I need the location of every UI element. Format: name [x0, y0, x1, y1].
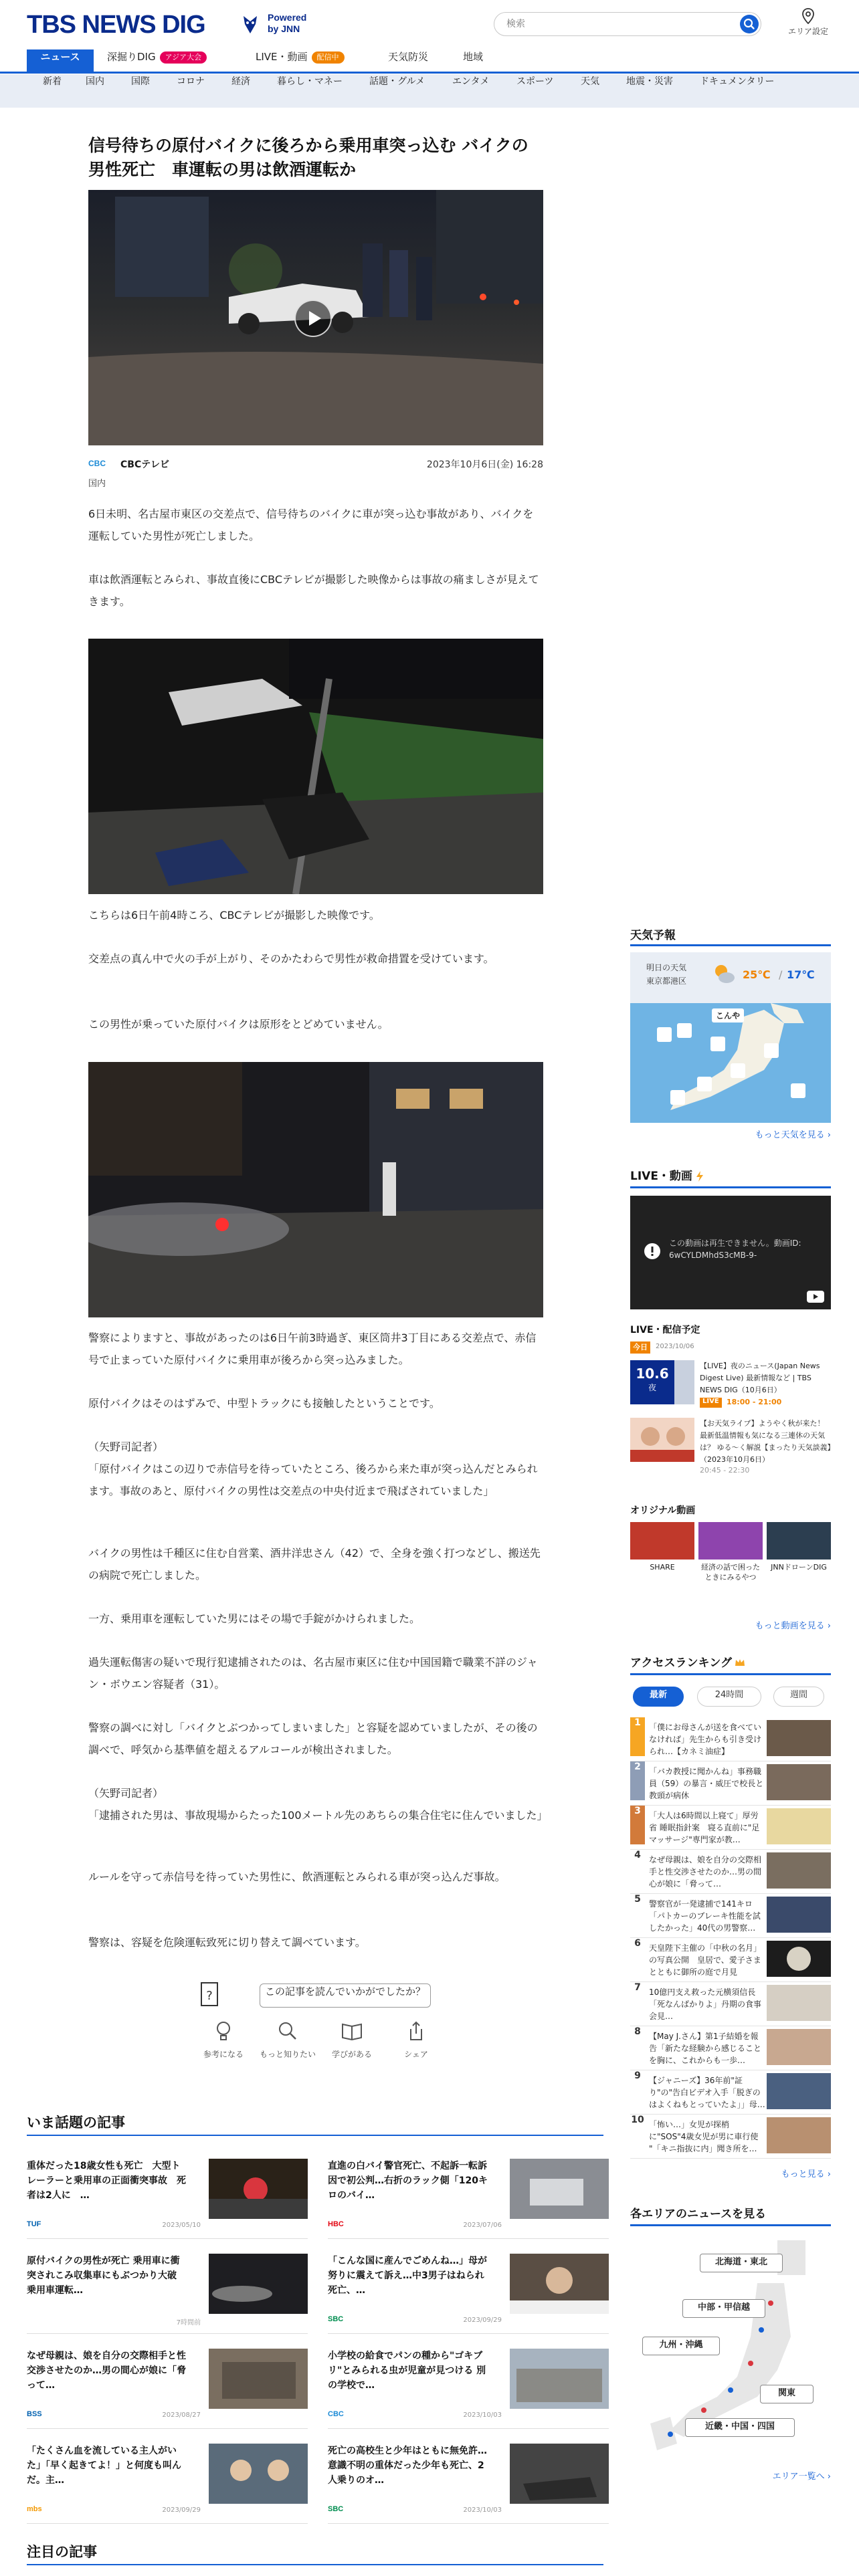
- article-date: 2023年10月6日(金) 16:28: [426, 459, 543, 470]
- ranking-tab-24h[interactable]: 24時間: [697, 1687, 761, 1707]
- original-thumb: [698, 1522, 763, 1560]
- share-button[interactable]: [384, 2020, 448, 2060]
- feedback-question: この記事を読んでいかがでしたか？: [260, 1983, 431, 2008]
- weather-low: 17℃: [787, 968, 815, 981]
- rank-number: 2: [630, 1761, 645, 1800]
- subnav-economy[interactable]: 経済: [231, 76, 250, 87]
- rank-title: 【ジャニーズ】36年前"証り"の"告白ビデオ入手「脱ぎのはよくねもとっていたよ」」母…: [649, 2076, 765, 2109]
- crown-icon: [735, 1658, 745, 1667]
- trending-card[interactable]: [27, 2444, 308, 2524]
- error-icon: [644, 1243, 661, 1260]
- card-title: 直進の白バイ警官死亡、不起訴一転訴因で初公判…右折のラック側「120キロのバイ…: [328, 2161, 488, 2201]
- area-list-link[interactable]: エリア一覧へ ›: [772, 2472, 831, 2482]
- subnav-sports[interactable]: スポーツ: [516, 76, 554, 87]
- subnav-international[interactable]: 国際: [131, 76, 150, 87]
- site-logo[interactable]: TBS NEWS DIG: [27, 11, 205, 39]
- article-paragraph: 一方、乗用車を運転していた男にはその場で手錠がかけられました。: [88, 1612, 421, 1625]
- lightbulb-icon: [212, 2020, 235, 2042]
- partly-cloudy-icon: [710, 962, 737, 986]
- ranking-item[interactable]: [630, 1894, 831, 1938]
- schedule-thumb: [674, 1360, 694, 1404]
- weather-map[interactable]: [630, 1003, 831, 1123]
- card-source: HBC: [328, 2220, 344, 2228]
- article-paragraph: 警察の調べに対し「バイクとぶつかってしまいました」と容疑を認めていましたが、その後の調べで、呼気から基準値を超えるアルコールが検出されました。: [88, 1721, 538, 1756]
- rank-number: 4: [634, 1850, 641, 1860]
- article-paragraph: 過失運転傷害の疑いで現行犯逮捕されたのは、名古屋市東区に住む中国国籍で職業不詳のジャン・ボウエン容疑者（31）。: [88, 1656, 538, 1691]
- card-date: 2023/08/27: [162, 2411, 201, 2419]
- article-paragraph: 交差点の真ん中で火の手が上がり、そのかたわらで男性が救命措置を受けています。: [88, 952, 494, 965]
- schedule-thumb: [630, 1418, 694, 1462]
- primary-nav: [0, 49, 859, 74]
- nav-deep-dig[interactable]: [107, 49, 207, 74]
- original-videos-title: オリジナル動画: [630, 1505, 696, 1516]
- rank-title: 【May J.さん】第1子結婚を報告「新たな経験から感じることを胸に、これからも一歩…: [649, 2032, 762, 2065]
- ranking-title: [630, 1653, 745, 1670]
- rank-title: 「怖い…」女児が探梢に"SOS"4歳女児が男に車行使 "「キニ指抜に内」聞き所を…: [649, 2120, 759, 2153]
- book-icon: [341, 2020, 363, 2042]
- ranking-item[interactable]: [630, 1717, 831, 1761]
- card-title: 小学校の給食でパンの種から"ゴキブリ"とみられる虫が児童が見つける 別の学校で…: [328, 2351, 486, 2391]
- original-video-card[interactable]: [767, 1522, 831, 1572]
- card-source: CBC: [328, 2410, 344, 2418]
- original-label: SHARE: [650, 1563, 675, 1572]
- site-header: [0, 0, 859, 51]
- sidebar-divider: [630, 2224, 831, 2226]
- schedule-item[interactable]: [630, 1418, 831, 1474]
- area-list-label: エリア一覧へ: [772, 2472, 825, 2482]
- ranking-more-label: もっと見る: [781, 2169, 825, 2179]
- schedule-date: 10.6: [636, 1366, 669, 1382]
- original-label: 経済の話で困ったときにみるやつ: [701, 1563, 760, 1582]
- trending-card[interactable]: [27, 2349, 308, 2429]
- sidebar-divider: [630, 1186, 831, 1188]
- search-icon: [740, 15, 759, 33]
- areas-title: 各エリアのニュースを見る: [630, 2208, 767, 2221]
- rank-title: 「バカ教授に聞かんね」事務職員（59）の暴言・威圧で校長と教頭が病休: [649, 1767, 764, 1800]
- section-divider: [27, 2135, 603, 2136]
- rank-title: 「大人は6時間以上寝て」厚労省 睡眠指針案 寝る直前に"足マッサージ"専門家が教…: [649, 1811, 760, 1844]
- share-icon: [405, 2020, 427, 2042]
- nav-live-label: LIVE・動画: [256, 51, 308, 63]
- area-button-hokkaido-tohoku[interactable]: 北海道・東北: [700, 2254, 783, 2272]
- secondary-nav: [0, 74, 859, 108]
- card-thumbnail: [510, 2254, 609, 2314]
- rank-thumb: [767, 1985, 831, 2021]
- card-source: SBC: [328, 2315, 344, 2323]
- live-schedule-title: LIVE・配信予定: [630, 1325, 700, 1335]
- area-setting-button[interactable]: [788, 8, 828, 37]
- article-paragraph: ルールを守って赤信号を待っていた男性に、飲酒運転とみられる車が突っ込んだ事故。: [88, 1870, 506, 1883]
- rank-thumb: [767, 1808, 831, 1844]
- card-title: 重体だった18歳女性も死亡 大型トレーラーと乗用車の正面衝突事故 死者は2人に …: [27, 2161, 186, 2201]
- card-thumbnail: [209, 2444, 308, 2504]
- weather-high: 25℃: [743, 968, 771, 981]
- schedule-title: 【お天気ライブ】ようやく秋が来た！ 最新低温情報も気になる三連休の天気は？ ゆる〜く解説【まったり天気談義】（2023年10月6日）: [700, 1419, 831, 1464]
- play-icon: [296, 301, 330, 336]
- trending-card[interactable]: [27, 2159, 308, 2239]
- subnav-domestic[interactable]: 国内: [86, 76, 104, 87]
- rank-thumb: [767, 1852, 831, 1889]
- subnav-lifestyle[interactable]: 暮らし・マネー: [277, 76, 343, 87]
- card-title: 原付バイクの男性が死亡 乗用車に衝突されこみ収集車にもぶつかり大破 乗用車運転…: [27, 2256, 186, 2296]
- rank-number: 6: [634, 1938, 641, 1949]
- rank-thumb: [767, 2029, 831, 2065]
- original-video-card[interactable]: [630, 1522, 694, 1572]
- reaction-label: 参考になる: [203, 2050, 244, 2059]
- rank-thumb: [767, 1897, 831, 1933]
- card-thumbnail: [209, 2349, 308, 2409]
- live-video-player[interactable]: [630, 1196, 831, 1309]
- search-button[interactable]: [740, 15, 759, 33]
- card-date: 2023/09/29: [463, 2317, 502, 2324]
- rank-title: 10億円支え救った元横須信長「死なんばかりよ」丹期の食事会見…: [649, 1988, 762, 2021]
- card-thumbnail: [510, 2159, 609, 2219]
- rank-number: 7: [634, 1982, 641, 1993]
- nav-deep-dig-label: 深掘りDIG: [107, 51, 156, 63]
- live-title-label: LIVE・動画: [630, 1170, 692, 1183]
- trending-card[interactable]: [27, 2254, 308, 2334]
- original-label: JNNドローンDIG: [771, 1563, 827, 1572]
- card-source: mbs: [27, 2505, 42, 2513]
- search-input[interactable]: [506, 17, 721, 31]
- sidebar-divider: [630, 1673, 831, 1675]
- trending-card[interactable]: [328, 2254, 609, 2334]
- live-badge: LIVE: [700, 1398, 722, 1408]
- schedule-time: 18:00 - 21:00: [727, 1398, 782, 1406]
- reaction-learn[interactable]: [320, 2020, 384, 2060]
- article-paragraph: 警察によりますと、事故があったのは6日午前3時過ぎ、東区筒井3丁目にある交差点で、赤信号で止まっていた原付バイクに乗用車が後ろから突っ込みました。: [88, 1331, 537, 1366]
- weather-title: 天気予報: [630, 929, 676, 942]
- video-more-link[interactable]: もっと動画を見る ›: [755, 1621, 831, 1631]
- article-paragraph: この男性が乗っていた原付バイクは原形をとどめていません。: [88, 1018, 389, 1031]
- card-title: 「たくさん血を流している主人がいた」「早く起きてよ！」と何度も叫んだ。主…: [27, 2446, 181, 2486]
- ranking-item[interactable]: [630, 1982, 831, 2026]
- area-button-kyushu-okinawa[interactable]: 九州・沖縄: [642, 2337, 720, 2355]
- card-date: 2023/10/03: [463, 2411, 502, 2419]
- reaction-helpful[interactable]: [191, 2020, 256, 2060]
- rank-thumb: [767, 1764, 831, 1800]
- article-paragraph: （矢野司記者） 「逮捕された男は、事故現場からたった100メートル先のあちらの集合住宅に住んでいました」: [88, 1787, 548, 1822]
- ranking-item[interactable]: [630, 1761, 831, 1806]
- rank-thumb: [767, 1720, 831, 1756]
- magnifier-icon: [276, 2020, 299, 2042]
- subnav-entertainment[interactable]: エンタメ: [452, 76, 490, 87]
- mascot-icon: [241, 15, 260, 35]
- nav-region-label: 地域: [463, 51, 484, 63]
- reaction-label: シェア: [404, 2050, 428, 2059]
- card-source: SBC: [328, 2505, 344, 2513]
- nav-weather-label: 天気防災: [388, 51, 429, 63]
- video-more-label: もっと動画を見る: [755, 1621, 825, 1631]
- card-source: BSS: [27, 2410, 42, 2418]
- article-paragraph: 警察は、容疑を危険運転致死に切り替えて調べています。: [88, 1936, 366, 1949]
- trending-card[interactable]: [328, 2349, 609, 2429]
- schedule-date-block: [630, 1360, 674, 1404]
- ranking-title-label: アクセスランキング: [630, 1656, 732, 1670]
- rank-number: 5: [634, 1894, 641, 1905]
- trending-title: いま話題の記事: [27, 2115, 125, 2131]
- sidebar-divider: [630, 944, 831, 946]
- original-thumb: [767, 1522, 831, 1560]
- article-paragraph: 原付バイクはそのはずみで、中型トラックにも接触したということです。: [88, 1397, 440, 1410]
- card-date: 7時間前: [176, 2319, 201, 2327]
- ranking-tab-weekly[interactable]: 週間: [773, 1687, 824, 1707]
- ranking-more-link[interactable]: もっと見る ›: [781, 2169, 831, 2179]
- source-logo: CBC: [88, 459, 106, 468]
- today-badge: 今日: [630, 1341, 650, 1354]
- schedule-item[interactable]: [630, 1360, 831, 1410]
- card-date: 2023/10/03: [463, 2506, 502, 2514]
- weather-map-title: こんや: [712, 1008, 744, 1023]
- card-thumbnail: [209, 2254, 308, 2314]
- card-thumbnail: [209, 2159, 308, 2219]
- reaction-more[interactable]: [256, 2020, 320, 2060]
- area-button-kanto[interactable]: 関東: [760, 2385, 814, 2403]
- ranking-item[interactable]: [630, 1806, 831, 1850]
- card-source: TUF: [27, 2220, 41, 2228]
- nav-region[interactable]: [463, 49, 483, 74]
- nav-live[interactable]: [256, 49, 345, 74]
- ranking-item[interactable]: [630, 2115, 831, 2159]
- card-date: 2023/05/10: [162, 2222, 201, 2229]
- ranking-tab-latest[interactable]: 最新: [633, 1687, 684, 1707]
- location-pin-icon: [801, 8, 815, 24]
- rank-number: 3: [630, 1806, 645, 1844]
- rank-thumb: [767, 1941, 831, 1977]
- area-setting-label: エリア設定: [788, 27, 829, 36]
- rank-number: 8: [634, 2026, 641, 2037]
- reaction-label: 学びがある: [331, 2050, 372, 2059]
- lightning-icon: [695, 1171, 704, 1182]
- today-date: 2023/10/06: [656, 1343, 694, 1350]
- rank-number: 10: [631, 2115, 644, 2125]
- article-paragraph: 6日未明、名古屋市東区の交差点で、信号待ちのバイクに車が突っ込む事故があり、バイクを運転していた男性が死亡しました。: [88, 508, 534, 542]
- weather-label-tomorrow: 明日の天気: [646, 963, 687, 972]
- subnav-weather[interactable]: 天気: [581, 76, 599, 87]
- weather-widget[interactable]: 明日の天気 東京都港区 25℃ / 17℃ こんや: [630, 952, 831, 1123]
- article-paragraph: （矢野司記者） 「原付バイクはこの辺りで赤信号を待っていたところ、後ろから来た車が突っ込んだとみられます。事故のあと、原付バイクの男性は交差点の中央付近まで飛ばされていました」: [88, 1440, 538, 1497]
- powered-by: Powered by JNN: [268, 12, 307, 34]
- card-title: 「こんな国に産んでごめんね…」母が努りに震えて訴え…中3男子はねられ死亡、…: [328, 2256, 487, 2296]
- rank-number: 1: [630, 1717, 645, 1756]
- question-doc-icon: [199, 1981, 219, 2008]
- article-paragraph: こちらは6日午前4時ころ、CBCテレビが撮影した映像です。: [88, 909, 380, 922]
- weather-more-link[interactable]: もっと天気を見る ›: [755, 1130, 831, 1140]
- original-video-card[interactable]: [698, 1522, 763, 1582]
- rank-title: 「僕にお母さんが送を食べていなければ」先生からも引き受けられ…【カネミ油症】: [649, 1723, 762, 1756]
- svg-text:?: ?: [206, 1989, 213, 2003]
- ranking-item[interactable]: [630, 1850, 831, 1894]
- card-title: 死亡の高校生と少年はともに無免許…意識不明の重体だった少年も死亡、2人乗りのオ…: [328, 2446, 487, 2486]
- nav-live-badge: 配信中: [312, 51, 345, 64]
- card-date: 2023/09/29: [162, 2506, 201, 2514]
- nav-news[interactable]: [27, 49, 94, 74]
- ranking-item[interactable]: [630, 2026, 831, 2070]
- search-box[interactable]: [494, 12, 761, 36]
- ranking-item[interactable]: [630, 2070, 831, 2115]
- subnav-topics[interactable]: 話題・グルメ: [369, 76, 425, 87]
- article-source[interactable]: CBCテレビ: [120, 459, 169, 470]
- rank-title: 警察官が一発逮捕で141キロ「パトカーのブレーキ性能を試したかった」40代の男警察…: [649, 1899, 761, 1933]
- subnav-documentary[interactable]: ドキュメンタリー: [700, 76, 775, 87]
- card-date: 2023/07/06: [463, 2222, 502, 2229]
- nav-deep-dig-badge: アジア大会: [160, 51, 207, 64]
- rank-thumb: [767, 2117, 831, 2153]
- subnav-corona[interactable]: コロナ: [177, 76, 205, 87]
- rank-title: 天皇陛下主催の「中秋の名月」の写真公開 皇居で、愛子さまとともに御所の庭で月見: [649, 1943, 762, 1977]
- article-photo-1: [88, 639, 543, 894]
- card-title: なぜ母親は、娘を自分の交際相手と性交渉させたのか…男の間心が娘に「脅って…: [27, 2351, 186, 2391]
- article-photo-2: [88, 1062, 543, 1317]
- nav-weather[interactable]: [388, 49, 428, 74]
- weather-more-label: もっと天気を見る: [755, 1130, 825, 1140]
- area-button-chubu[interactable]: 中部・甲信越: [682, 2299, 765, 2318]
- area-button-kinki-chugoku-shikoku[interactable]: 近畿・中国・四国: [685, 2418, 795, 2437]
- subnav-disaster[interactable]: 地震・災害: [626, 76, 673, 87]
- original-thumb: [630, 1522, 694, 1560]
- trending-card[interactable]: [328, 2444, 609, 2524]
- subnav-new[interactable]: 新着: [43, 76, 62, 87]
- weather-location: 東京都港区: [646, 976, 687, 986]
- trending-card[interactable]: [328, 2159, 609, 2239]
- rank-number: 9: [634, 2070, 641, 2081]
- rank-title: なぜ母親は、娘を自分の交際相手と性交渉させたのか…男の間心が娘に「脅って…: [649, 1855, 762, 1889]
- article-paragraph: 車は飲酒運転とみられ、事故直後にCBCテレビが撮影した映像からは事故の痛ましさが見えてきます。: [88, 573, 539, 608]
- article-title: 信号待ちの原付バイクに後ろから乗用車突っ込む バイクの男性死亡 車運転の男は飲酒運転か: [88, 136, 529, 179]
- schedule-period: 夜: [648, 1383, 656, 1392]
- video-error-message: この動画は再生できません。動画ID: 6wCYLDMhdS3cMB-9-: [669, 1239, 801, 1260]
- nav-news-label: ニュース: [40, 51, 80, 63]
- article-category[interactable]: 国内: [88, 479, 106, 489]
- article-paragraph: バイクの男性は千種区に住む自営業、酒井洋忠さん（42）で、全身を強く打つなどし、搬送先の病院で死亡しました。: [88, 1547, 541, 1582]
- reaction-label: もっと知りたい: [259, 2050, 316, 2059]
- rank-thumb: [767, 2073, 831, 2109]
- ranking-item[interactable]: [630, 1938, 831, 1982]
- youtube-icon[interactable]: [807, 1291, 824, 1303]
- featured-title: 注目の記事: [27, 2544, 97, 2560]
- card-thumbnail: [510, 2349, 609, 2409]
- card-thumbnail: [510, 2444, 609, 2504]
- section-divider: [27, 2564, 603, 2565]
- schedule-time: 20:45 - 22:30: [700, 1466, 750, 1475]
- schedule-title: 【LIVE】夜のニュース(Japan News Digest Live) 最新情報など | TBS NEWS DIG（10月6日）: [700, 1362, 820, 1394]
- play-button[interactable]: [294, 300, 332, 337]
- live-title: [630, 1166, 704, 1183]
